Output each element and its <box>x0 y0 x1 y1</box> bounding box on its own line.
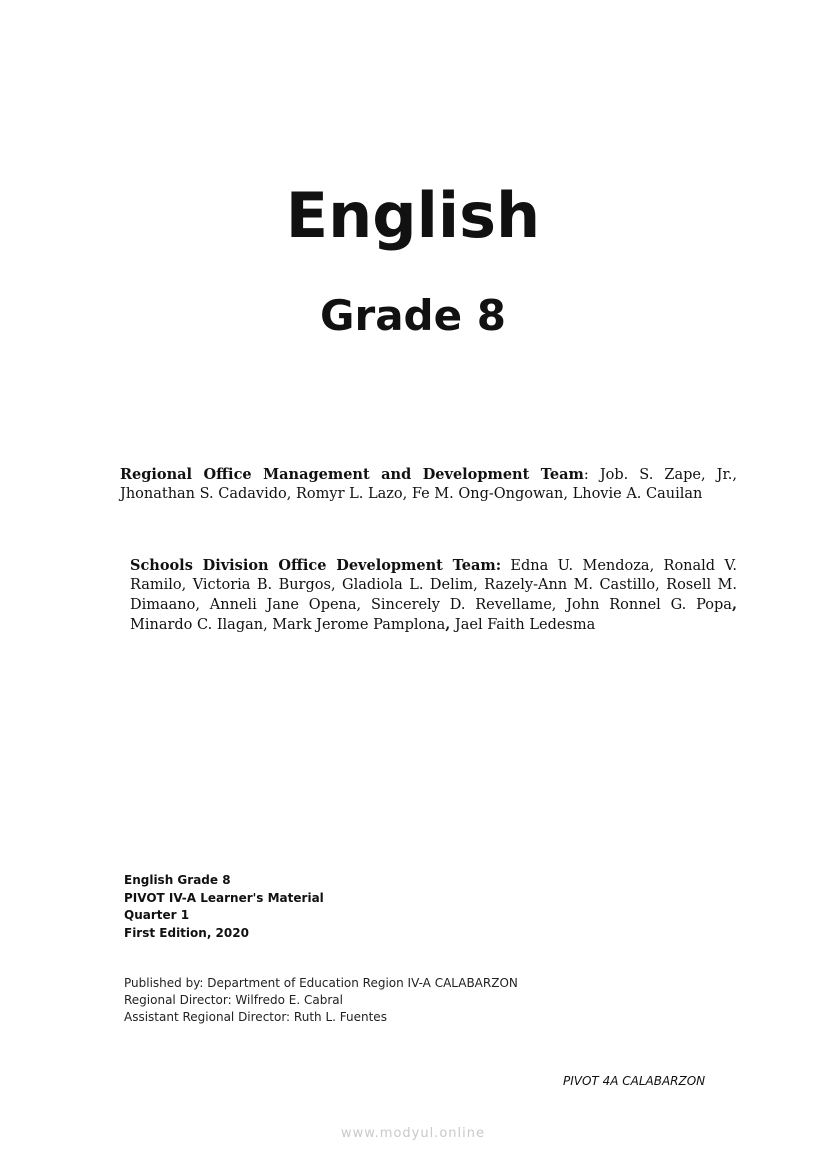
regional-director-line: Regional Director: Wilfredo E. Cabral <box>124 993 343 1007</box>
schools-team-members-2: Minardo C. Ilagan, Mark Jerome Pamplona <box>130 617 446 633</box>
regional-team-label: Regional Office Management and Development Team <box>120 466 584 483</box>
schools-team-label: Schools Division Office Development Team: <box>130 557 502 574</box>
grade-heading: Grade 8 <box>320 291 506 340</box>
material-type: PIVOT IV-A Learner's Material <box>124 890 324 905</box>
material-edition: First Edition, 2020 <box>124 925 249 940</box>
assistant-director-line: Assistant Regional Director: Ruth L. Fuentes <box>124 1010 387 1024</box>
material-quarter: Quarter 1 <box>124 908 190 922</box>
document-title: English <box>285 179 541 252</box>
schools-team-separator-1: , <box>731 596 737 613</box>
material-subject: English Grade 8 <box>124 873 231 887</box>
publication-block <box>124 975 518 1026</box>
schools-team-paragraph <box>130 556 737 635</box>
schools-team-members-1: Edna U. Mendoza, Ronald V. Ramilo, Victoria B. Burgos, Gladiola L. Delim, Razely-Ann M. Castillo, Rosell M. Dimaano, Anneli Jane Opena, Sincerely D. Revellame, John Ronnel G. Popa <box>130 558 737 613</box>
publisher-line: Published by: Department of Education Region IV-A CALABARZON <box>124 976 518 990</box>
schools-team-members-3: Jael Faith Ledesma <box>450 617 596 633</box>
material-info-block <box>124 872 324 942</box>
regional-team-paragraph <box>120 465 737 504</box>
schools-team-separator-2: , <box>445 616 451 633</box>
footer-label: PIVOT 4A CALABARZON <box>563 1074 706 1088</box>
regional-team-members: : Job. S. Zape, Jr., Jhonathan S. Cadavido, Romyr L. Lazo, Fe M. Ong-Ongowan, Lhovie A. Cauilan <box>120 467 737 502</box>
watermark-text: www.modyul.online <box>340 1126 486 1141</box>
